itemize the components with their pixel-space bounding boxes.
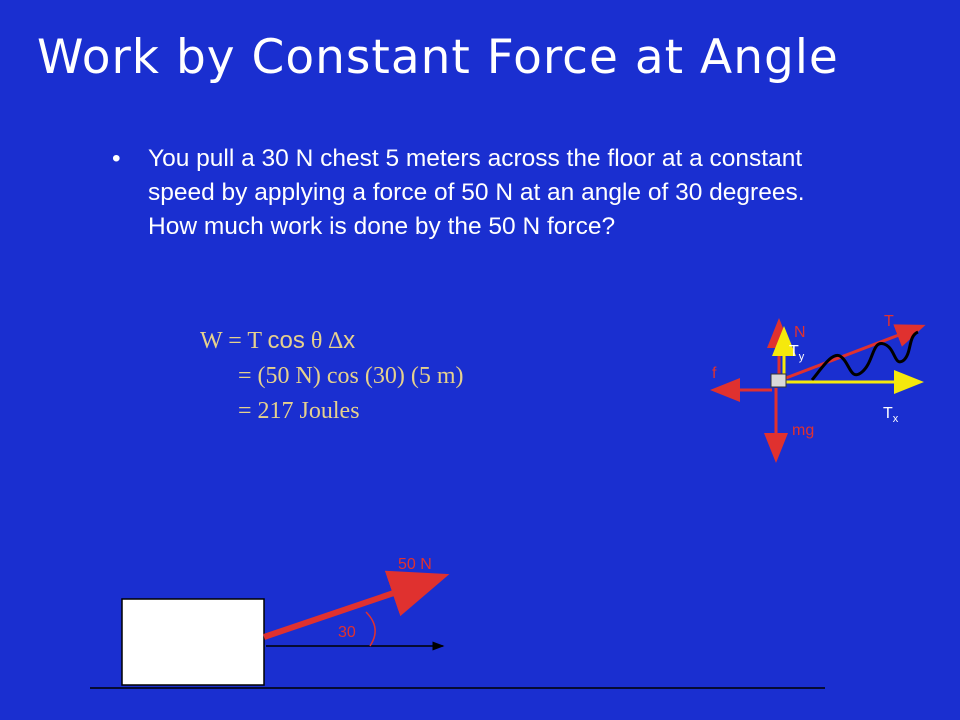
equation-x: x <box>343 327 356 354</box>
chest-diagram <box>90 556 825 688</box>
slide-title: Work by Constant Force at Angle <box>37 30 839 85</box>
bullet-dot: • <box>112 145 121 172</box>
chest-box-small <box>771 374 786 387</box>
angle-label: 30 <box>338 624 356 641</box>
label-tx-main: T <box>883 405 893 422</box>
label-t: T <box>884 313 894 330</box>
problem-text: You pull a 30 N chest 5 meters across the floor at a constant speed by applying a force of 50 N at an angle of 30 degrees. How much work is done by the 50 N force? <box>148 145 805 240</box>
label-f: f <box>712 365 717 382</box>
equation-prefix: W = T <box>200 328 268 354</box>
angle-arc <box>366 612 375 646</box>
label-mg: mg <box>792 422 815 439</box>
equation-substitution: = (50 N) cos (30) (5 m) <box>238 363 464 389</box>
label-tx <box>883 405 899 425</box>
free-body-diagram <box>712 313 920 457</box>
label-ty <box>789 343 805 363</box>
force-label: 50 N <box>398 556 432 573</box>
label-ty-sub: y <box>798 351 805 363</box>
equation-cos: cos <box>267 327 305 354</box>
equation-theta-delta: θ ∆ <box>304 328 344 354</box>
rope-squiggle <box>812 332 918 380</box>
label-n: N <box>794 324 806 341</box>
label-tx-sub: x <box>892 413 899 425</box>
chest-box <box>122 599 264 685</box>
equation-result: = 217 Joules <box>238 398 360 424</box>
label-ty-main: T <box>789 343 799 360</box>
